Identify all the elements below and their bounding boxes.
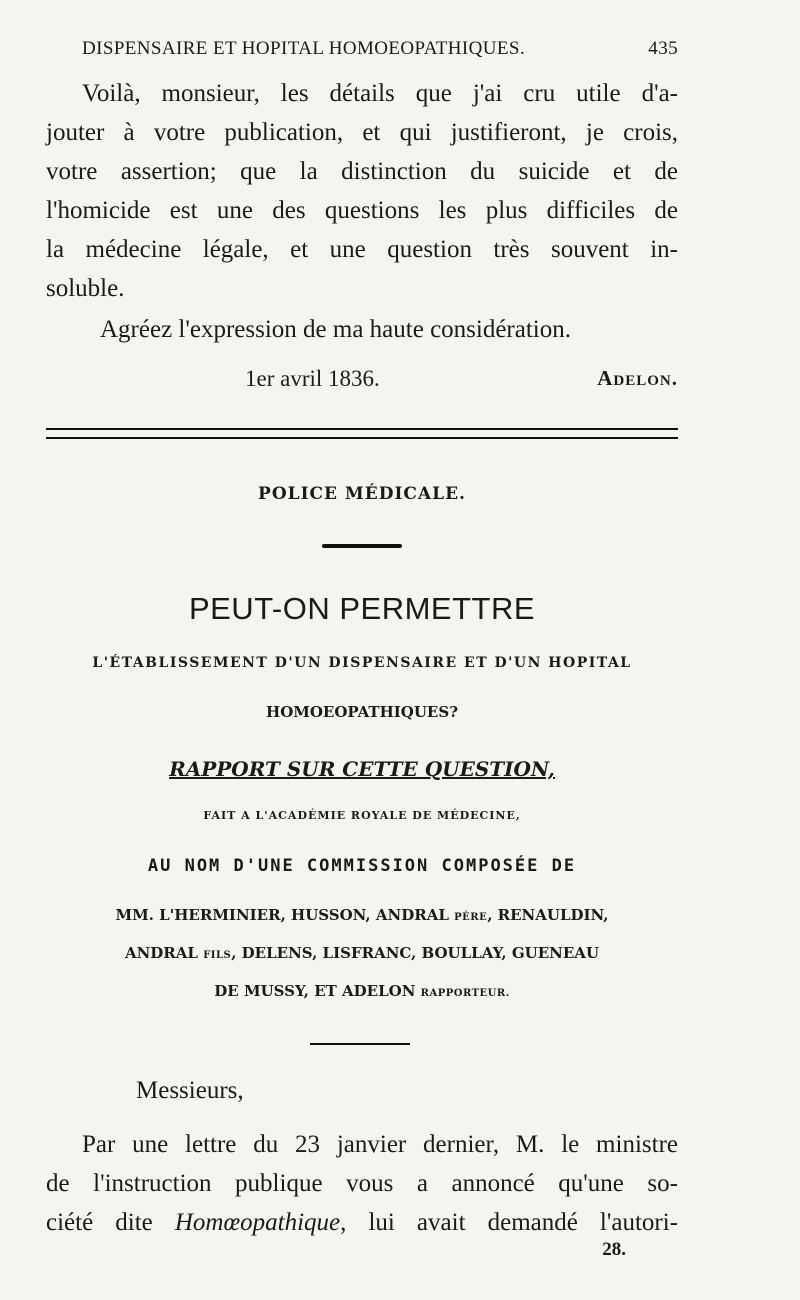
text-line: Par une lettre du 23 janvier dernier, M. le ministre bbox=[82, 1131, 678, 1158]
text-fragment-italic: Homœopathique bbox=[174, 1209, 341, 1236]
signature: Adelon. bbox=[597, 366, 678, 390]
ornament-divider bbox=[322, 544, 402, 548]
members-text: , RENAULDIN, bbox=[487, 906, 609, 924]
short-rule-divider bbox=[310, 1043, 410, 1045]
members-text: , DELENS, LISFRANC, BOULLAY, GUENEAU bbox=[231, 944, 600, 962]
paragraph-conclusion bbox=[46, 74, 678, 308]
article-subtitle-line1: L'ÉTABLISSEMENT D'UN DISPENSAIRE ET D'UN HOPITAL bbox=[92, 655, 632, 671]
double-rule-divider bbox=[46, 428, 678, 439]
members-line2 bbox=[46, 944, 678, 962]
page-number: 435 bbox=[648, 38, 678, 59]
text-line: votre assertion; que la distinction du suicide et de bbox=[46, 158, 678, 185]
running-head-title: DISPENSAIRE ET HOPITAL HOMOEOPATHIQUES. bbox=[82, 38, 526, 59]
text-line: soluble. bbox=[46, 275, 125, 302]
members-line1 bbox=[46, 906, 678, 924]
section-title: POLICE MÉDICALE. bbox=[258, 484, 466, 504]
members-small-caps: PÈRE bbox=[454, 912, 488, 923]
text-fragment: , lui avait demandé l'autori- bbox=[340, 1209, 678, 1236]
paragraph-report-opening bbox=[46, 1125, 678, 1242]
text-fragment: ciété dite bbox=[46, 1209, 175, 1236]
signature-folio: 28. bbox=[602, 1239, 626, 1260]
commission-line: AU NOM D'UNE COMMISSION COMPOSÉE DE bbox=[147, 856, 577, 876]
letter-date: 1er avril 1836. bbox=[245, 366, 380, 391]
text-line bbox=[46, 1203, 678, 1242]
running-head bbox=[82, 38, 678, 60]
text-line: la médecine légale, et une question très souvent in- bbox=[46, 236, 678, 263]
members-small-caps: RAPPORTEUR. bbox=[420, 988, 510, 999]
closing-formula: Agréez l'expression de ma haute considération. bbox=[100, 316, 571, 343]
report-heading: RAPPORT SUR CETTE QUESTION, bbox=[169, 757, 555, 781]
text-line: jouter à votre publication, et qui justifieront, je crois, bbox=[46, 119, 678, 146]
salutation: Messieurs, bbox=[136, 1077, 244, 1104]
members-text: DE MUSSY, ET ADELON bbox=[214, 982, 416, 1000]
text-line: l'homicide est une des questions les plus difficiles de bbox=[46, 197, 678, 224]
members-line3 bbox=[46, 982, 678, 1000]
text-line: de l'instruction publique vous a annoncé qu'une so- bbox=[46, 1170, 678, 1197]
members-small-caps: FILS bbox=[203, 950, 232, 961]
members-text: ANDRAL bbox=[124, 944, 198, 962]
article-title: PEUT-ON PERMETTRE bbox=[188, 591, 536, 626]
article-subtitle-line2: HOMOEOPATHIQUES? bbox=[266, 703, 458, 721]
members-text: MM. L'HERMINIER, HUSSON, ANDRAL bbox=[115, 906, 449, 924]
academy-line: FAIT A L'ACADÉMIE ROYALE DE MÉDECINE, bbox=[203, 809, 521, 822]
text-line: Voilà, monsieur, les détails que j'ai cru utile d'a- bbox=[82, 80, 678, 107]
